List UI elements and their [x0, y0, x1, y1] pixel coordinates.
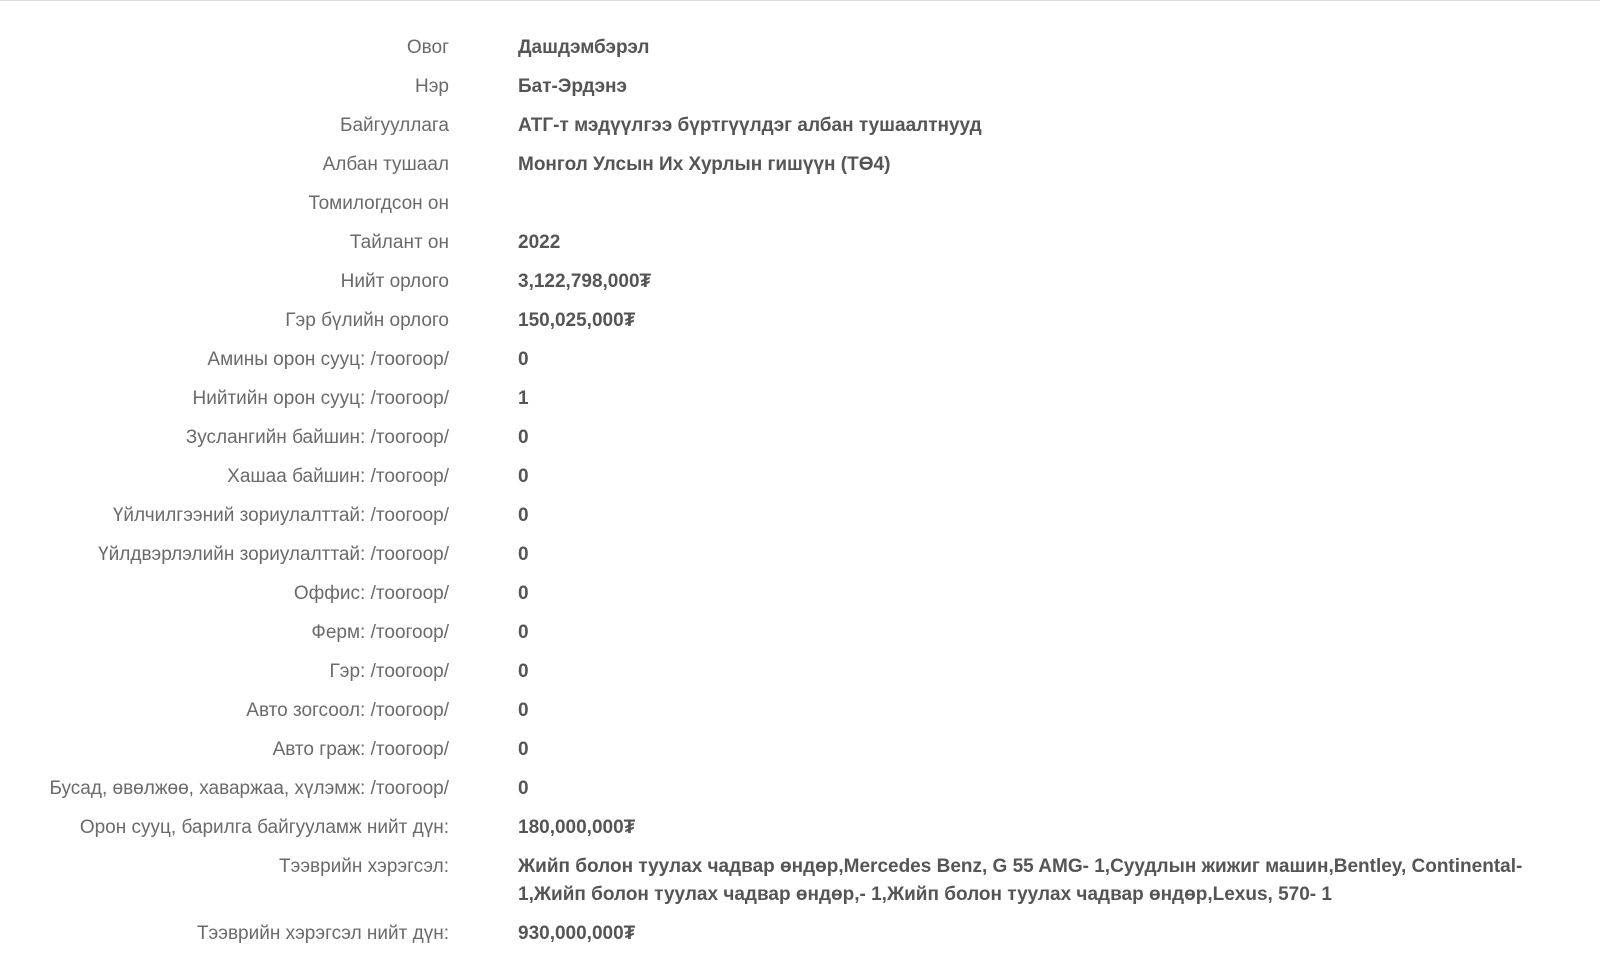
detail-row-parking — [0, 692, 1600, 731]
detail-label: Зуслангийн байшин: /тоогоор/ — [185, 427, 449, 448]
detail-value: 0 — [518, 622, 529, 643]
detail-value: Бат-Эрдэнэ — [518, 76, 628, 97]
detail-label: Бусад, өвөлжөө, хаваржаа, хүлэмж: /тоогоор/ — [49, 778, 449, 799]
detail-value: Монгол Улсын Их Хурлын гишүүн (ТӨ4) — [518, 154, 891, 175]
detail-row-property-total — [0, 809, 1600, 848]
detail-row-organization — [0, 107, 1600, 146]
detail-value — [518, 185, 1558, 224]
detail-row-position — [0, 146, 1600, 185]
detail-value: 930,000,000₮ — [518, 923, 636, 944]
detail-label: Орон сууц, барилга байгууламж нийт дүн: — [79, 817, 449, 838]
detail-label: Албан тушаал — [322, 154, 449, 175]
detail-value: 0 — [518, 505, 529, 526]
detail-row-ger — [0, 653, 1600, 692]
detail-row-fenced-house — [0, 458, 1600, 497]
detail-row-garage — [0, 731, 1600, 770]
detail-value: Дашдэмбэрэл — [518, 37, 650, 58]
detail-value: 0 — [518, 739, 529, 760]
detail-value: 180,000,000₮ — [518, 817, 636, 838]
detail-label: Авто зогсоол: /тоогоор/ — [246, 700, 449, 721]
detail-label: Овог — [406, 37, 449, 58]
detail-label: Тээврийн хэрэгсэл нийт дүн: — [196, 923, 449, 944]
detail-value: 0 — [518, 778, 529, 799]
detail-row-family-income — [0, 302, 1600, 341]
detail-row-summer-house — [0, 419, 1600, 458]
detail-label: Нийтийн орон сууц: /тоогоор/ — [192, 388, 449, 409]
detail-row-surname — [0, 29, 1600, 68]
detail-value: 0 — [518, 466, 529, 487]
detail-label: Гэр бүлийн орлого — [285, 310, 449, 331]
detail-value: 0 — [518, 583, 529, 604]
detail-row-service-property — [0, 497, 1600, 536]
detail-value: 1 — [518, 388, 529, 409]
detail-label: Үйлдвэрлэлийн зориулалттай: /тоогоор/ — [98, 544, 449, 565]
top-divider — [0, 0, 1600, 1]
detail-label: Оффис: /тоогоор/ — [293, 583, 449, 604]
detail-value: 0 — [518, 544, 529, 565]
detail-value: 0 — [518, 700, 529, 721]
detail-row-name — [0, 68, 1600, 107]
detail-row-apartment — [0, 380, 1600, 419]
detail-value: 0 — [518, 661, 529, 682]
declaration-details-table — [0, 29, 1600, 954]
detail-label: Нэр — [415, 76, 449, 97]
detail-value: 2022 — [518, 232, 561, 253]
detail-row-vehicles-total — [0, 915, 1600, 954]
detail-label: Амины орон сууц: /тоогоор/ — [207, 349, 449, 370]
detail-row-farm — [0, 614, 1600, 653]
detail-label: Гэр: /тоогоор/ — [329, 661, 449, 682]
detail-label: Тээврийн хэрэгсэл: — [279, 856, 449, 877]
detail-label: Үйлчилгээний зориулалттай: /тоогоор/ — [112, 505, 449, 526]
detail-row-private-house — [0, 341, 1600, 380]
detail-label: Хашаа байшин: /тоогоор/ — [227, 466, 449, 487]
detail-label: Нийт орлого — [340, 271, 449, 292]
detail-row-vehicles — [0, 848, 1600, 915]
detail-row-other-structures — [0, 770, 1600, 809]
detail-row-total-income — [0, 263, 1600, 302]
detail-row-office — [0, 575, 1600, 614]
detail-row-appointed-year — [0, 185, 1600, 224]
detail-value: 3,122,798,000₮ — [518, 271, 652, 292]
detail-label: Авто граж: /тоогоор/ — [272, 739, 449, 760]
detail-label: Байгууллага — [340, 115, 449, 136]
detail-row-report-year — [0, 224, 1600, 263]
detail-value: Жийп болон туулах чадвар өндөр,Mercedes Benz, G 55 AMG- 1,Суудлын жижиг машин,Bentley, Continental-1,Жийп болон туулах чадвар өндөр,- 1,Жийп болон туулах чадвар өндөр,Lexus, 570- 1 — [518, 856, 1523, 905]
detail-value: 0 — [518, 349, 529, 370]
detail-label: Тайлант он — [349, 232, 449, 253]
detail-label: Ферм: /тоогоор/ — [311, 622, 449, 643]
detail-value: АТГ-т мэдүүлгээ бүртгүүлдэг албан тушаалтнууд — [518, 115, 982, 136]
detail-value: 0 — [518, 427, 529, 448]
detail-value: 150,025,000₮ — [518, 310, 636, 331]
detail-row-industrial-property — [0, 536, 1600, 575]
detail-label: Томилогдсон он — [308, 193, 449, 214]
